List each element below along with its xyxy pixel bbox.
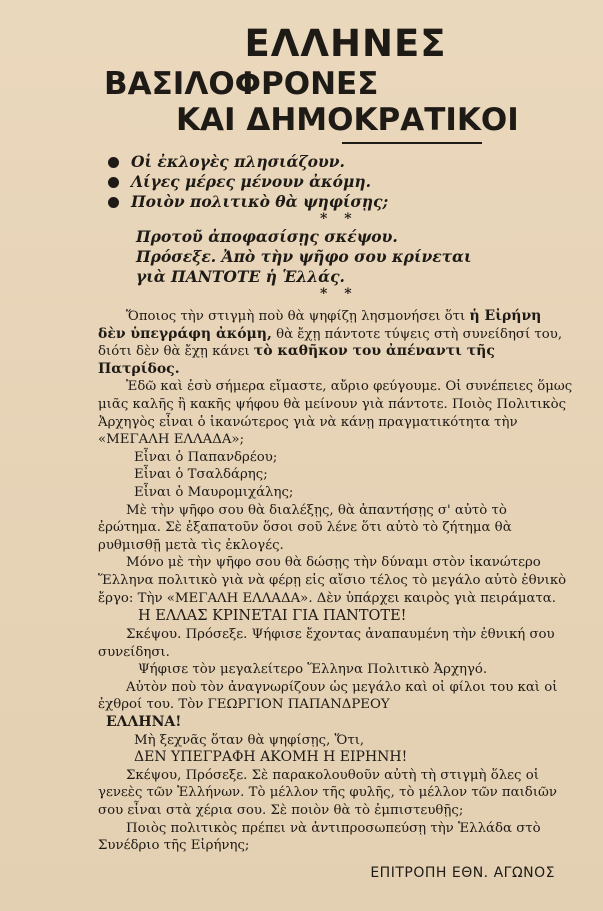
warning-line: γιὰ ΠΑΝΤΟΤΕ ἡ Ἑλλάς. xyxy=(136,267,345,286)
asterism: * * xyxy=(320,286,358,302)
paragraph-conference: Ποιὸς πολιτικὸς πρέπει νὰ ἀντιπροσωπεύσῃ τὴν Ἑλλάδα στὸ Συνέδριο τῆς Εἰρήνης; xyxy=(98,820,541,854)
headline-democrats: ΚΑΙ ΔΗΜΟΚΡΑΤΙΚΟΙ xyxy=(176,102,519,138)
question-line: Εἶναι ὁ Τσαλδάρης; xyxy=(134,467,268,483)
bullet-dot-icon xyxy=(108,157,119,168)
paragraph-consequences: Ἐδῶ καὶ ἐσὺ σήμερα εἴμαστε, αὔριο φεύγουμε. Οἱ συνέπειες ὅμως μιᾶς καλῆς ἢ κακῆς ψήφου θὰ μείνουν γιὰ πάντοτε. Ποιὸς Πολιτικὸς Ἀρχηγὸς εἶναι ὁ ἱκανώτερος γιὰ νὰ κάνῃ πραγματικότητα τὴν «ΜΕΓΑΛΗ ΕΛΛΑΔΑ»; xyxy=(98,379,573,448)
asterism: * * xyxy=(320,211,358,227)
headline-royalists: ΒΑΣΙΛΟΦΡΟΝΕΣ xyxy=(104,66,379,102)
question-line: Εἶναι ὁ Μαυρομιχάλης; xyxy=(134,484,294,500)
slogan-line: Η ΕΛΛΑΣ ΚΡΙΝΕΤΑΙ ΓΙΑ ΠΑΝΤΟΤΕ! xyxy=(138,608,407,625)
warning-line: Πρόσεξε. Ἀπὸ τὴν ψῆφο σου κρίνεται xyxy=(136,247,472,266)
paragraph-papandreou: Αὐτὸν ποὺ τὸν ἀναγνωρίζουν ὡς μεγάλο καὶ οἱ φίλοι του καὶ οἱ ἐχθροί του. Τὸν ΓΕΩΡΓΙΟΝ ΠΑΠΑΝΔΡΕΟΥ ΕΛΛΗΝΑ! xyxy=(98,679,558,731)
headline-hellenes: ΕΛΛΗΝΕΣ xyxy=(244,22,447,65)
reminder-line: ΔΕΝ ΥΠΕΓΡΑΦΗ ΑΚΟΜΗ Η ΕΙΡΗΝΗ! xyxy=(134,749,408,766)
paragraph-great-greece: Μόνο μὲ τὴν ψῆφο σου θὰ δώσῃς τὴν δύναμι στὸν ἱκανώτερο Ἕλληνα πολιτικὸ γιὰ νὰ φέρῃ εἰς αἴσιο τέλος τὸ μεγάλο αὐτὸ ἐθνικὸ ἔργο: Τὴν «ΜΕΓΑΛΗ ΕΛΛΑΔΑ». Δὲν ὑπάρχει καιρὸς γιὰ πειράματα. xyxy=(98,555,567,606)
warning-line: Προτοῦ ἀποφασίσῃς σκέψου. xyxy=(136,227,398,246)
question-line: Εἶναι ὁ Παπανδρέου; xyxy=(134,449,278,465)
paragraph-think: Σκέψου. Πρόσεξε. Ψήφισε ἔχοντας ἀναπαυμένη τὴν ἐθνική σου συνείδησι. xyxy=(98,627,555,660)
headline-underline xyxy=(342,142,482,144)
bullet-item: Λίγες μέρες μένουν ἀκόμη. xyxy=(98,172,573,192)
reminder-line: Μὴ ξεχνᾶς ὅταν θὰ ψηφίσῃς, Ὅτι, xyxy=(134,732,365,748)
paragraph-generations: Σκέψου, Πρόσεξε. Σὲ παρακολουθοῦν αὐτὴ τὴ στιγμὴ ὅλες οἱ γενεὲς τῶν Ἑλλήνων. Τὸ μέλλον τῆς φυλῆς, τὸ μέλλον τῶν παιδιῶν σου εἶναι στὰ χέρια σου. Σὲ ποιὸν θὰ τὸ ἐμπιστευθῇς; xyxy=(98,767,557,819)
paragraph-choice: Μὲ τὴν ψῆφο σου θὰ διαλέξῃς, θὰ ἀπαντήσῃς σ' αὐτὸ τὸ ἐρώτημα. Σὲ ἐξαπατοῦν ὅσοι σοῦ λένε ὅτι αὐτὸ τὸ ζήτημα θὰ ρυθμισθῇ μετὰ τὶς ἐκλογές. xyxy=(98,502,512,553)
bullet-dot-icon xyxy=(108,177,119,188)
bullet-dot-icon xyxy=(108,197,119,208)
bullet-item: Οἱ ἐκλογὲς πλησιάζουν. xyxy=(98,152,573,172)
bullet-item: Ποιὸν πολιτικὸ θὰ ψηφίσῃς; xyxy=(98,192,573,212)
paragraph-peace: Ὅποιος τὴν στιγμὴ ποὺ θὰ ψηφίζῃ λησμονήσει ὅτι ἡ Εἰρήνη δὲν ὑπεγράφη ἀκόμη, θὰ ἔχῃ πάντοτε τύψεις στὴ συνείδησί του, διότι δὲν θὰ ἔχῃ κάνει τὸ καθῆκον του ἀπέναντι τῆς Πατρίδος. xyxy=(98,308,563,377)
vote-line: Ψήφισε τὸν μεγαλείτερο Ἕλληνα Πολιτικὸ Ἀρχηγό. xyxy=(138,662,488,678)
signature-committee: ΕΠΙΤΡΟΠΗ ΕΘΝ. ΑΓΩΝΟΣ xyxy=(370,864,555,881)
